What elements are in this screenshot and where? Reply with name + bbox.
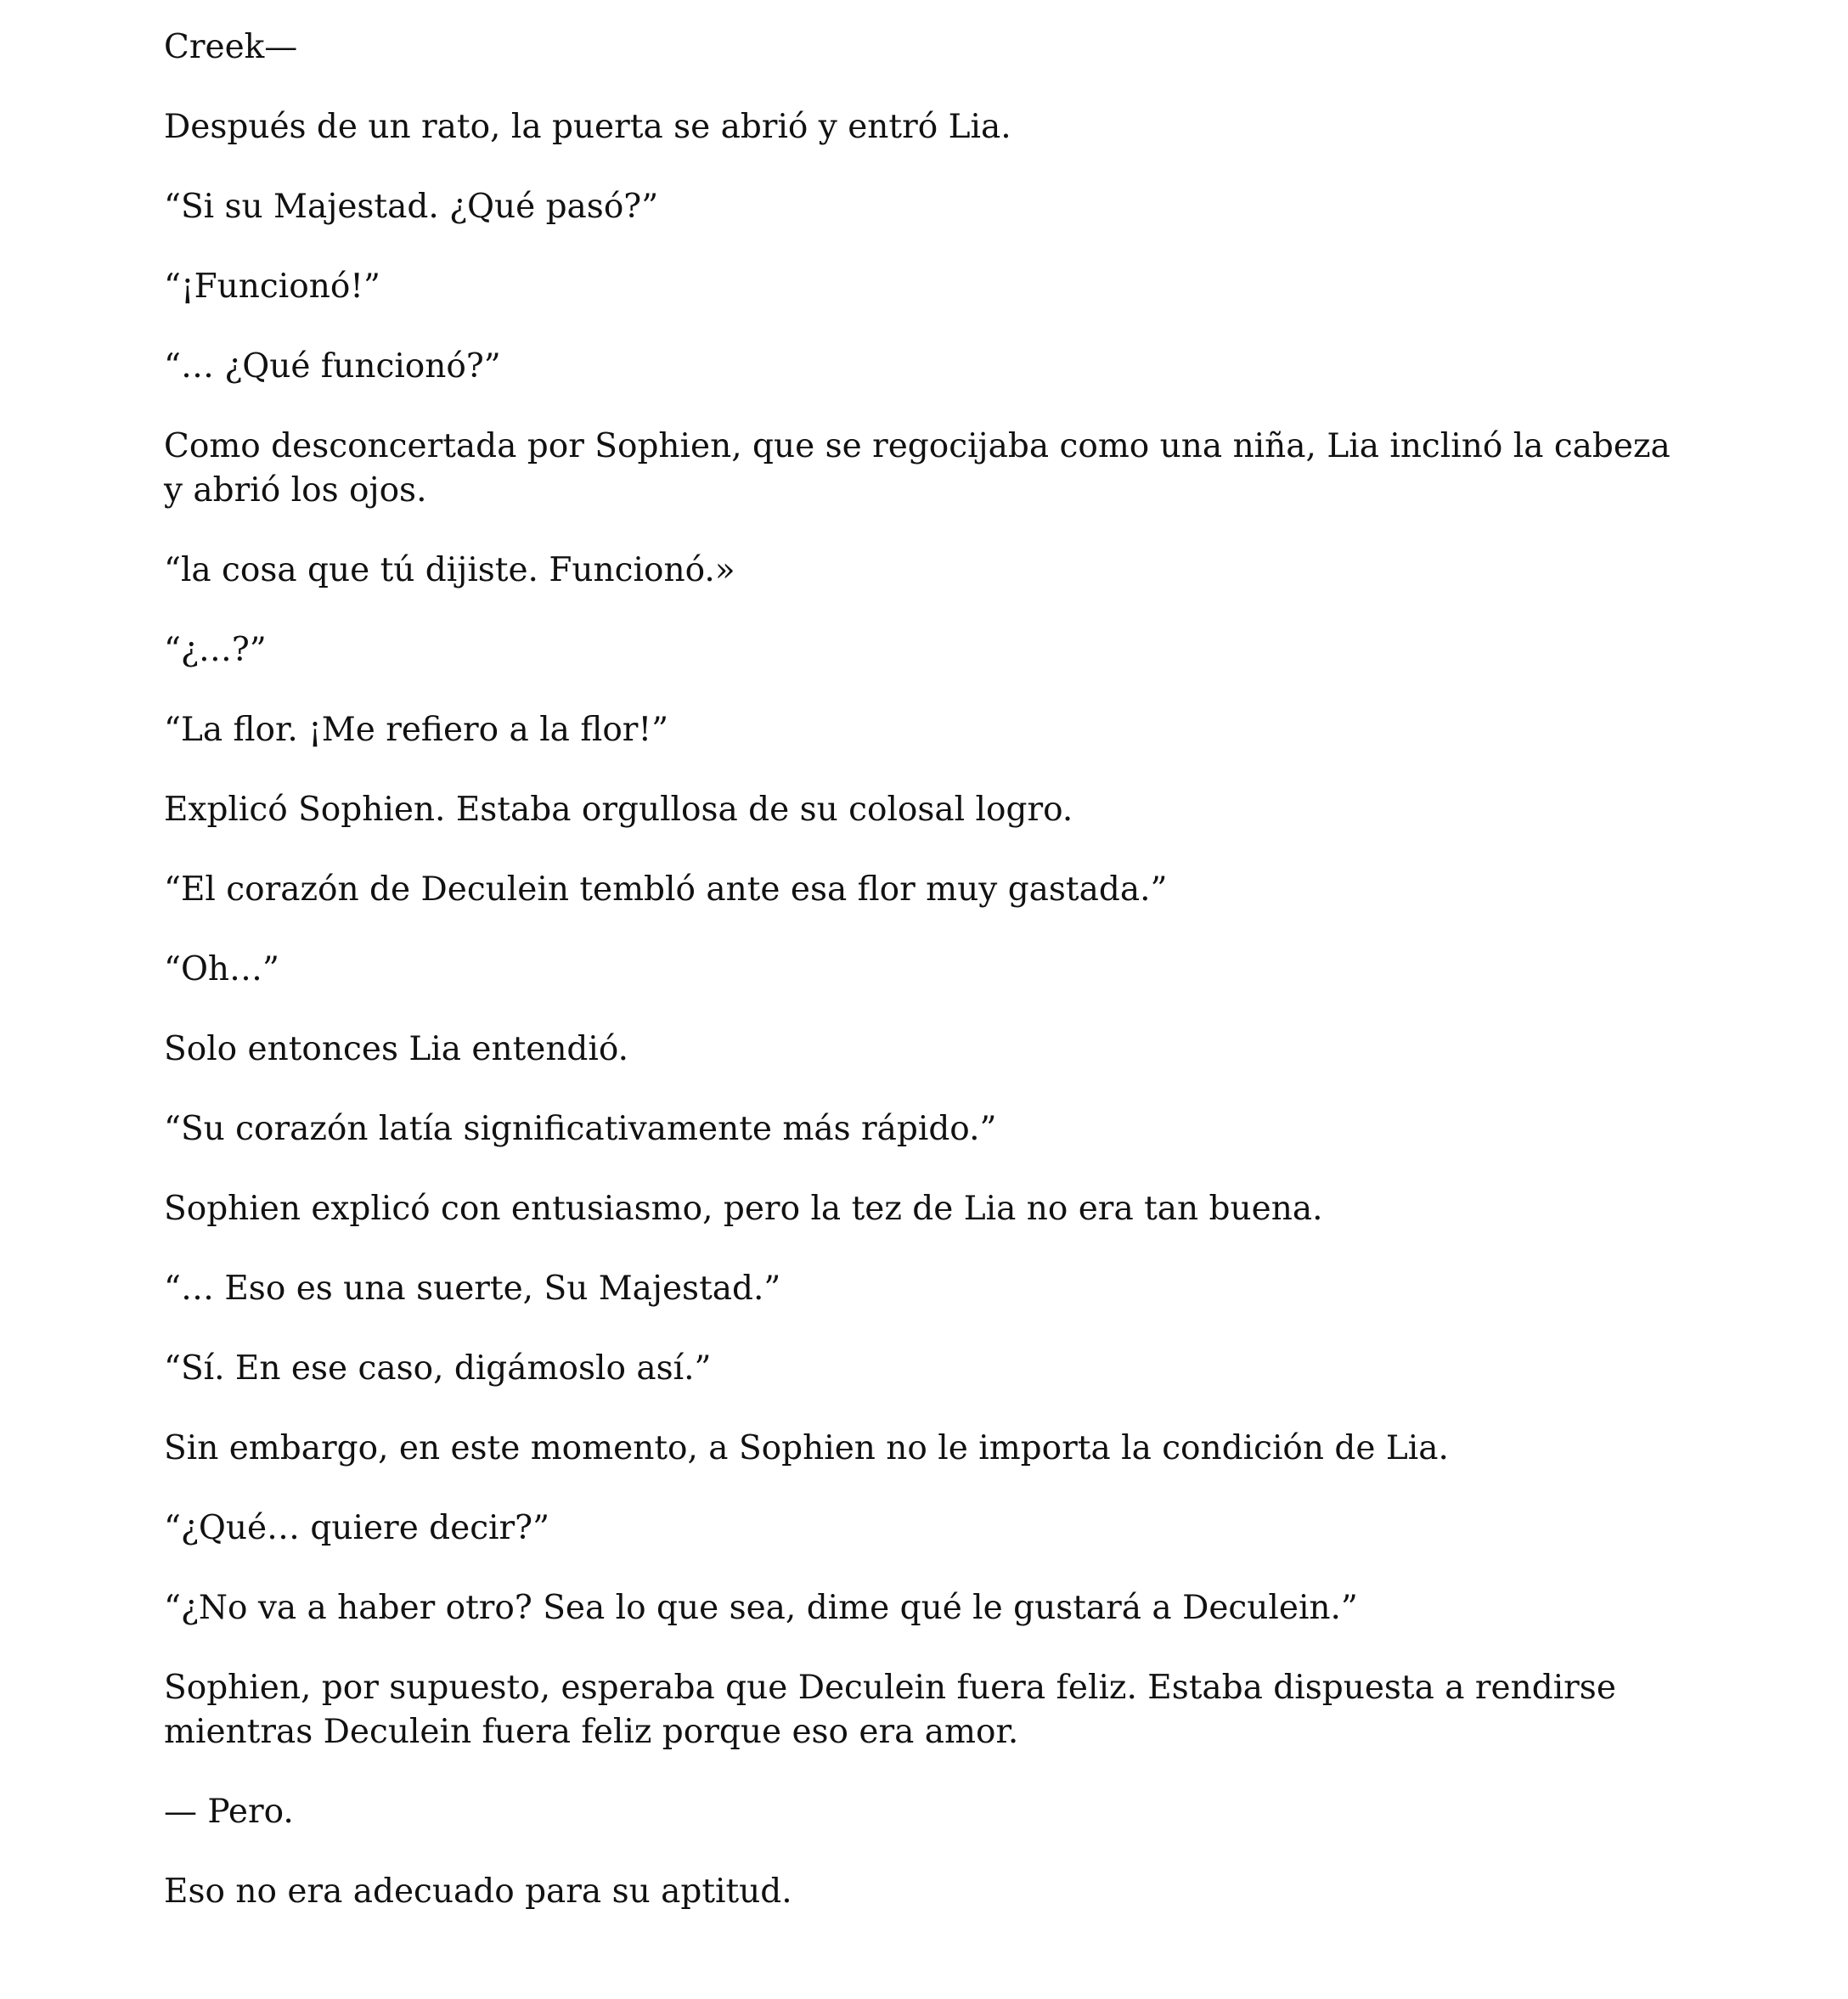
- paragraph: “Sí. En ese caso, digámoslo así.”: [164, 1349, 712, 1388]
- paragraph: “… Eso es una suerte, Su Majestad.”: [164, 1270, 781, 1308]
- paragraph: “La flor. ¡Me refiero a la flor!”: [164, 711, 669, 749]
- paragraph: “… ¿Qué funcionó?”: [164, 347, 501, 386]
- paragraph: “Su corazón latía significativamente más rápido.”: [164, 1110, 997, 1148]
- paragraph: Como desconcertada por Sophien, que se regocijaba como una niña, Lia inclinó la cabeza y abrió los ojos.: [164, 427, 1671, 510]
- paragraph: “¿No va a haber otro? Sea lo que sea, dime qué le gustará a Deculein.”: [164, 1589, 1358, 1627]
- document-body: [164, 25, 1676, 1950]
- paragraph: Sin embargo, en este momento, a Sophien no le importa la condición de Lia.: [164, 1429, 1449, 1467]
- paragraph: “¿…?”: [164, 631, 267, 669]
- paragraph: Solo entonces Lia entendió.: [164, 1030, 629, 1068]
- paragraph: Sophien, por supuesto, esperaba que Deculein fuera feliz. Estaba dispuesta a rendirse mientras Deculein fuera feliz porque eso era amor.: [164, 1669, 1616, 1751]
- paragraph: “la cosa que tú dijiste. Funcionó.»: [164, 551, 735, 589]
- paragraph: “Oh…”: [164, 950, 279, 988]
- paragraph: Después de un rato, la puerta se abrió y entró Lia.: [164, 108, 1011, 146]
- paragraph: “El corazón de Deculein tembló ante esa flor muy gastada.”: [164, 870, 1168, 909]
- paragraph: — Pero.: [164, 1793, 294, 1831]
- paragraph: “¿Qué… quiere decir?”: [164, 1509, 550, 1547]
- paragraph: Explicó Sophien. Estaba orgullosa de su colosal logro.: [164, 791, 1073, 829]
- paragraph: Creek—: [164, 28, 298, 66]
- paragraph: Sophien explicó con entusiasmo, pero la tez de Lia no era tan buena.: [164, 1190, 1323, 1228]
- paragraph: Eso no era adecuado para su aptitud.: [164, 1872, 792, 1911]
- paragraph: “¡Funcionó!”: [164, 267, 380, 306]
- paragraph: “Si su Majestad. ¿Qué pasó?”: [164, 188, 659, 226]
